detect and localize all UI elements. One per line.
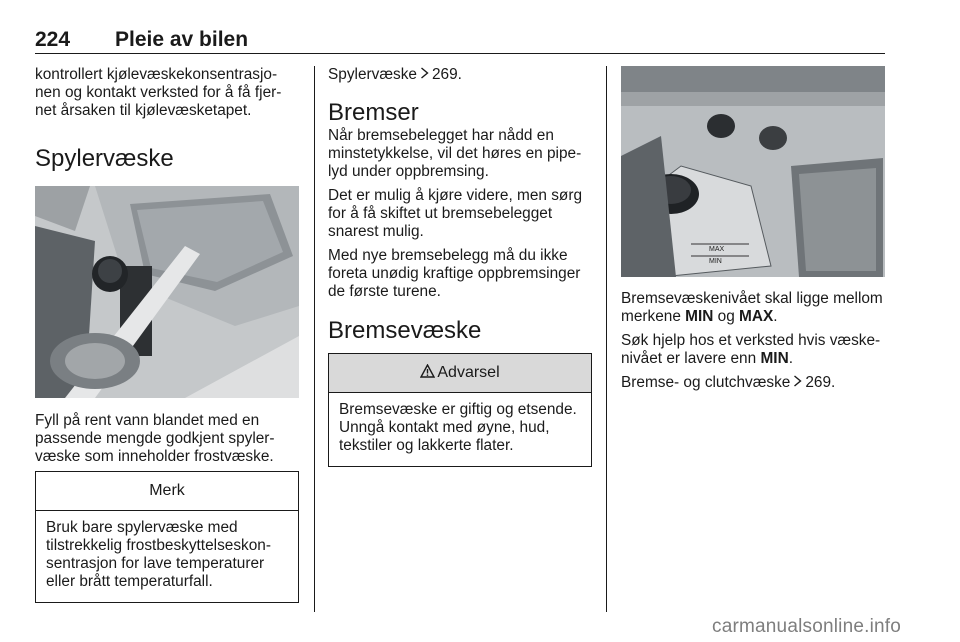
column-1 bbox=[35, 66, 299, 603]
washer-reservoir-illustration bbox=[35, 186, 299, 398]
xref-page[interactable]: 269. bbox=[805, 374, 836, 391]
level-text-a: Bremsevæskenivået skal ligge mellom merkene bbox=[621, 290, 883, 325]
xref-label: Bremse- og clutchvæske bbox=[621, 374, 791, 391]
warning-title-text: Advarsel bbox=[437, 364, 500, 381]
photo-max-label: MAX bbox=[709, 246, 725, 253]
watermark: carmanualsonline.info bbox=[712, 616, 902, 637]
workshop-min-label: MIN bbox=[760, 350, 789, 367]
level-paragraph bbox=[621, 290, 885, 326]
brake-fluid-reservoir-photo bbox=[621, 66, 885, 277]
warning-box-title bbox=[329, 354, 591, 393]
brake-clutch-xref bbox=[621, 374, 885, 392]
fill-instruction: Fyll på rent vann blandet med en passende mengde godkjent spyler-væske som inneholder frostvæske. bbox=[35, 412, 275, 465]
xref-arrow-icon bbox=[793, 374, 802, 392]
xref-arrow-icon bbox=[420, 66, 429, 84]
max-mark-label: MAX bbox=[739, 308, 774, 325]
workshop-text-b: . bbox=[788, 350, 793, 367]
column-divider-2 bbox=[606, 66, 607, 612]
warning-triangle-icon bbox=[420, 364, 435, 383]
workshop-paragraph bbox=[621, 332, 885, 368]
header-rule bbox=[35, 53, 885, 54]
level-text-b: og bbox=[713, 308, 740, 325]
xref-label: Spylervæske bbox=[328, 66, 417, 83]
brake-pad-paragraph: Når bremsebelegget har nådd en minstetykkelse, vil det høres en pipe-lyd under oppbremsing. bbox=[328, 127, 582, 180]
workshop-text-a: Søk hjelp hos et verksted hvis væske-nivået er lavere enn bbox=[621, 332, 881, 367]
xref-page[interactable]: 269. bbox=[431, 66, 462, 83]
note-box-body: Bruk bare spylervæske med tilstrekkelig frostbeskyttelseskon-sentrasjon for lave temperaturer eller brått temperaturfall. bbox=[46, 519, 271, 590]
page-number: 224 bbox=[35, 28, 71, 51]
new-pads-paragraph: Med nye bremsebelegg må du ikke foreta unødig kraftige oppbremsinger de første turene. bbox=[328, 247, 581, 300]
warning-box bbox=[328, 353, 592, 467]
column-2 bbox=[328, 66, 592, 467]
continue-driving-paragraph: Det er mulig å kjøre videre, men sørg for å få skiftet ut bremsebelegget snarest mulig. bbox=[328, 187, 583, 240]
washer-fluid-xref bbox=[328, 66, 592, 84]
photo-min-label: MIN bbox=[709, 258, 722, 265]
min-mark-label: MIN bbox=[685, 308, 714, 325]
column-3 bbox=[621, 66, 885, 398]
warning-box-body: Bremsevæske er giftig og etsende. Unngå kontakt med øyne, hud, tekstiler og lakkerte flater. bbox=[339, 401, 577, 454]
brake-fluid-reservoir-illustration bbox=[621, 66, 885, 277]
page-header bbox=[35, 28, 885, 52]
level-text-c: . bbox=[773, 308, 778, 325]
intro-paragraph: kontrollert kjølevæskekonsentrasjo-nen og kontakt verksted for å få fjer-net årsaken til kjølevæsketapet. bbox=[35, 66, 282, 119]
note-box-title: Merk bbox=[36, 472, 298, 511]
column-divider-1 bbox=[314, 66, 315, 612]
note-box bbox=[35, 471, 299, 603]
brake-fluid-heading: Bremsevæske bbox=[328, 317, 482, 344]
washer-fluid-heading: Spylervæske bbox=[35, 145, 174, 172]
brakes-heading: Bremser bbox=[328, 99, 419, 126]
running-title: Pleie av bilen bbox=[115, 28, 249, 51]
washer-reservoir-photo bbox=[35, 186, 299, 398]
